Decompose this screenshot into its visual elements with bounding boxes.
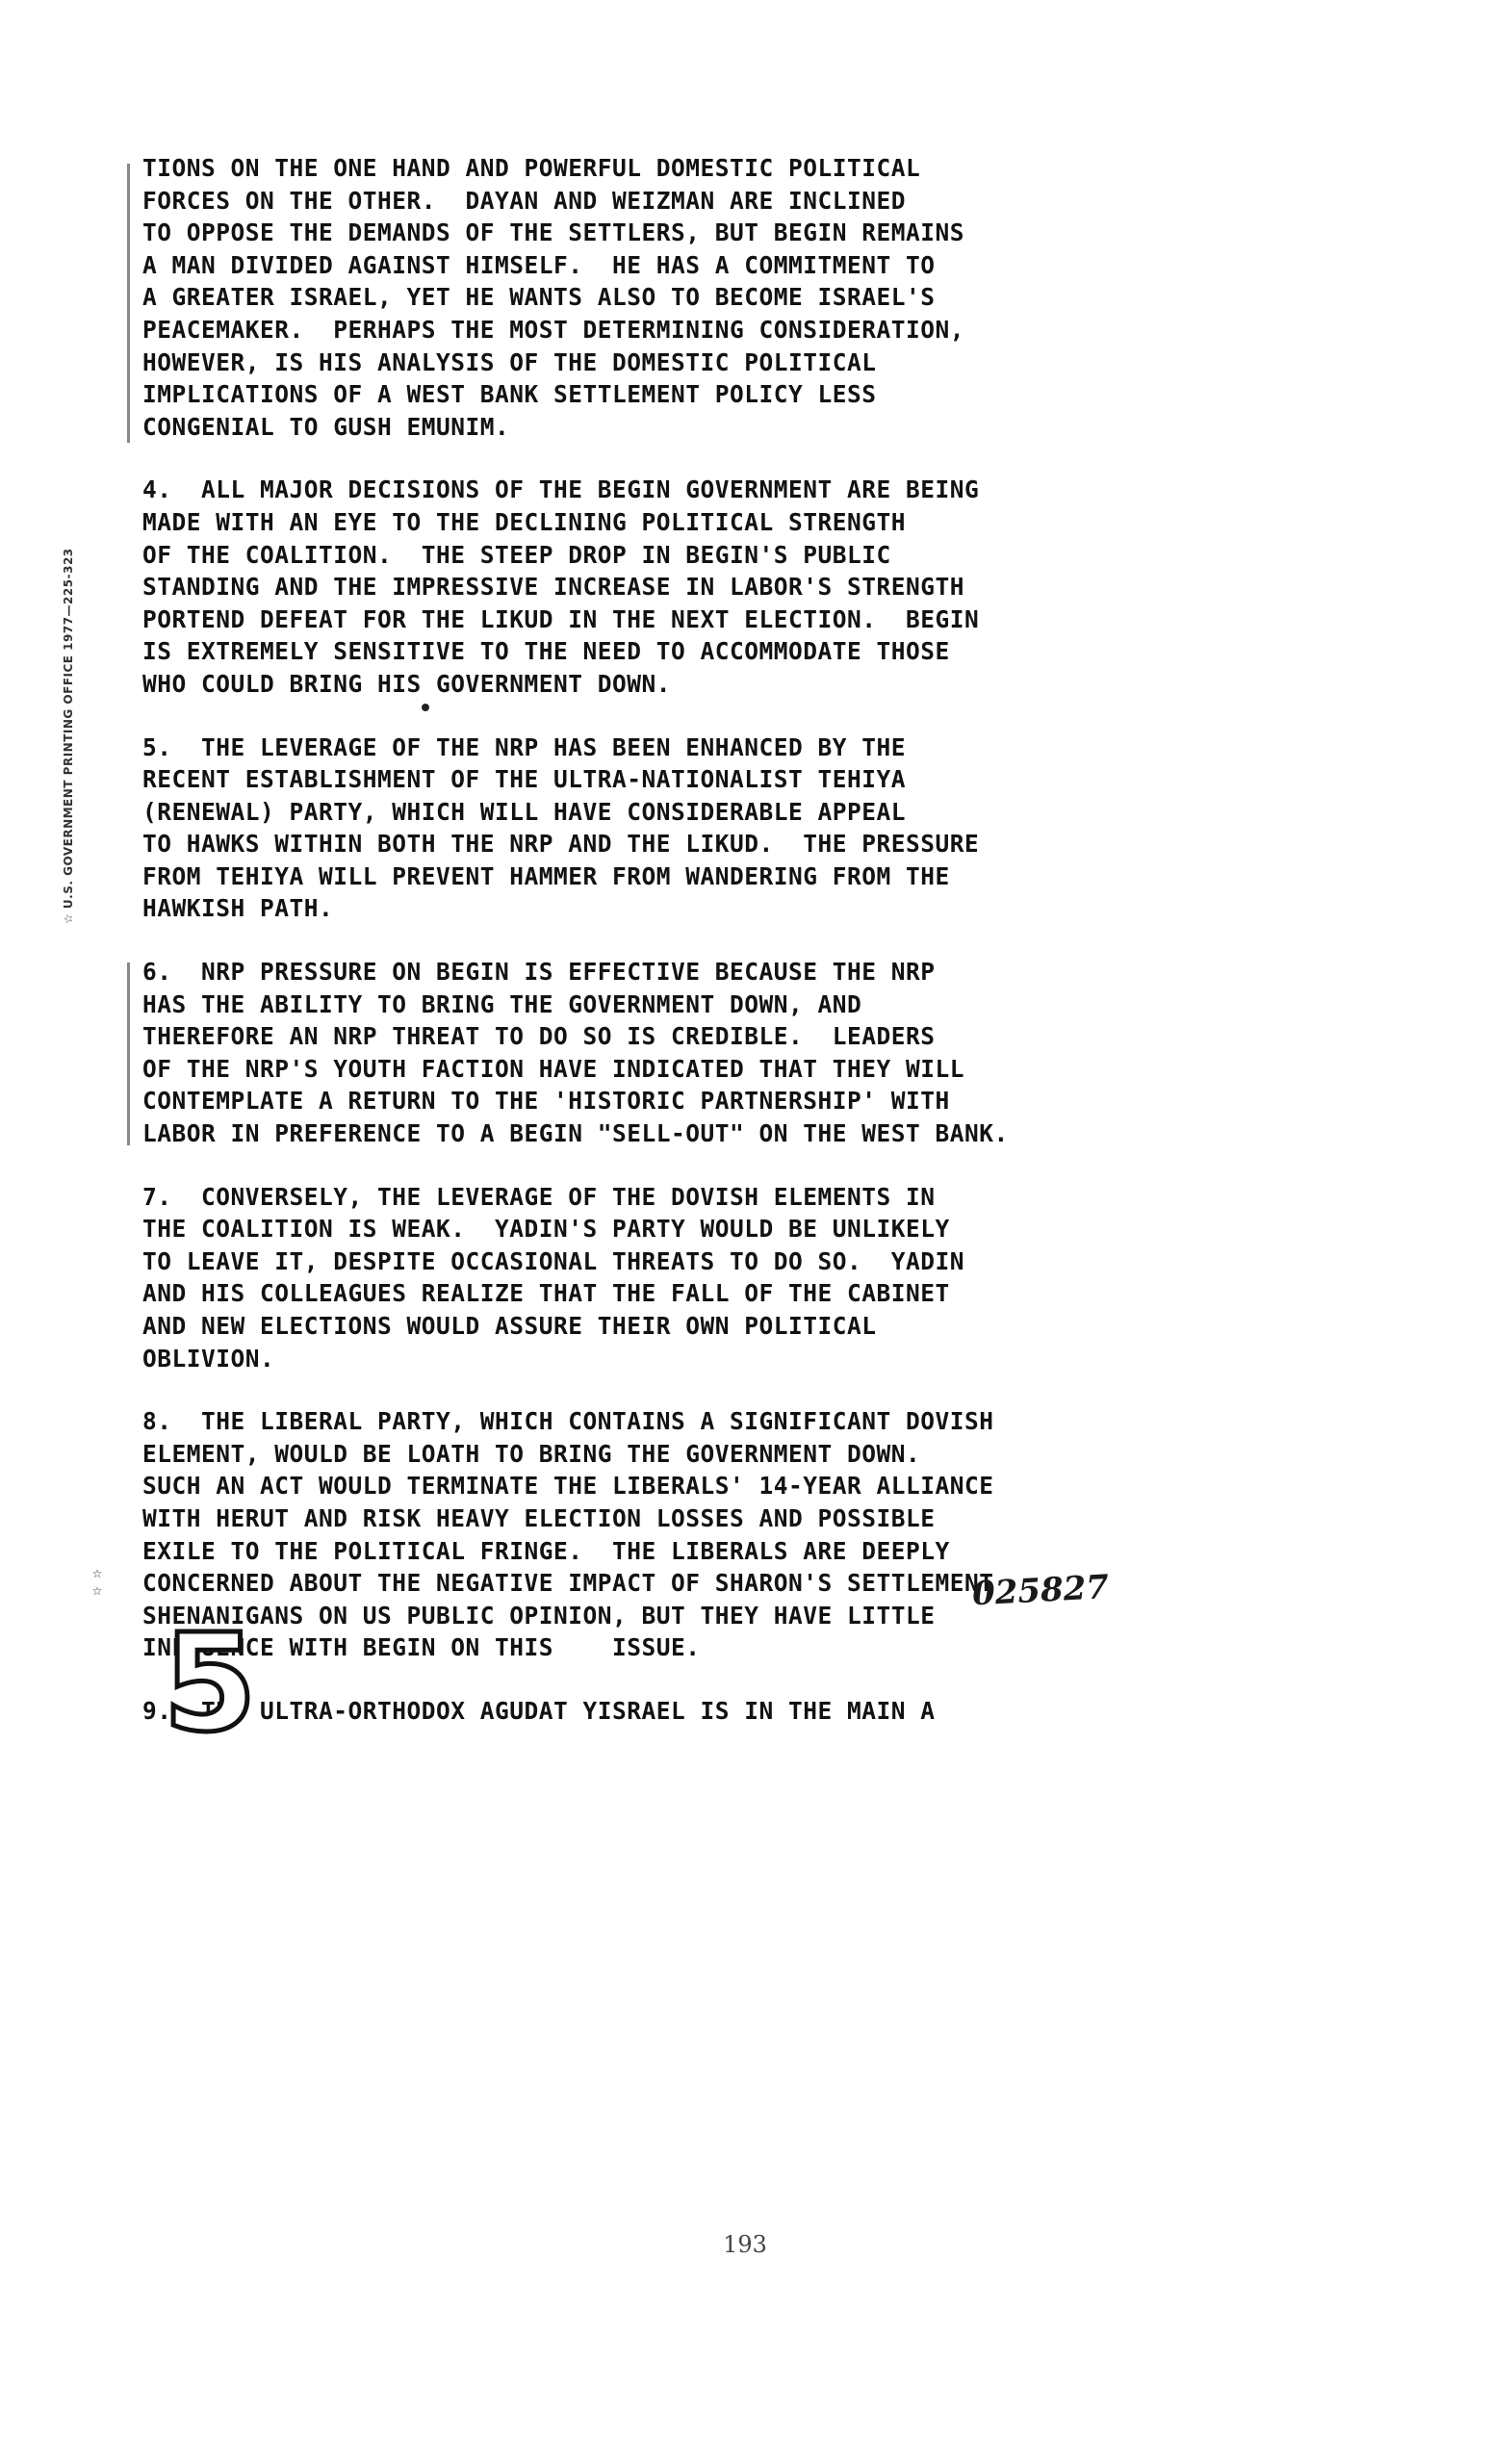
text-line: TO OPPOSE THE DEMANDS OF THE SETTLERS, BUT BEGIN REMAINS (142, 218, 965, 247)
text-line: PORTEND DEFEAT FOR THE LIKUD IN THE NEXT ELECTION. BEGIN (142, 604, 980, 633)
margin-rule (127, 962, 130, 1145)
text-line: ELEMENT, WOULD BE LOATH TO BRING THE GOVERNMENT DOWN. (142, 1439, 921, 1468)
text-line: TIONS ON THE ONE HAND AND POWERFUL DOMESTIC POLITICAL (142, 154, 921, 182)
text-line: AND NEW ELECTIONS WOULD ASSURE THEIR OWN POLITICAL (142, 1312, 877, 1340)
text-line: 9. THE ULTRA-ORTHODOX AGUDAT YISRAEL IS IN THE MAIN A (142, 1696, 936, 1725)
text-line: 8. THE LIBERAL PARTY, WHICH CONTAINS A SIGNIFICANT DOVISH (142, 1407, 994, 1436)
text-line: INFLUENCE WITH BEGIN ON THIS ISSUE. (142, 1633, 701, 1662)
paragraph-gap (142, 443, 1278, 474)
paragraph-p8 (142, 1405, 1278, 1664)
text-line: THEREFORE AN NRP THREAT TO DO SO IS CREDIBLE. LEADERS (142, 1022, 936, 1051)
page-stamp-number: 5 (163, 1605, 257, 1762)
text-line: HAWKISH PATH. (142, 894, 334, 923)
bullet-mark (422, 704, 429, 711)
text-line: OF THE NRP'S YOUTH FACTION HAVE INDICATED THAT THEY WILL (142, 1054, 965, 1083)
document-number-stamp: 025827 (971, 1568, 1110, 1614)
text-line: A GREATER ISRAEL, YET HE WANTS ALSO TO BECOME ISRAEL'S (142, 283, 936, 312)
text-line: HAS THE ABILITY TO BRING THE GOVERNMENT DOWN, AND (142, 989, 862, 1018)
text-line: AND HIS COLLEAGUES REALIZE THAT THE FALL OF THE CABINET (142, 1279, 950, 1308)
text-line: PEACEMAKER. PERHAPS THE MOST DETERMINING CONSIDERATION, (142, 315, 965, 344)
text-line: OBLIVION. (142, 1344, 275, 1373)
paragraph-gap (142, 1150, 1278, 1181)
text-line: 4. ALL MAJOR DECISIONS OF THE BEGIN GOVERNMENT ARE BEING (142, 475, 980, 504)
text-line: CONGENIAL TO GUSH EMUNIM. (142, 412, 510, 441)
text-line: CONTEMPLATE A RETURN TO THE 'HISTORIC PARTNERSHIP' WITH (142, 1087, 950, 1116)
text-line: THE COALITION IS WEAK. YADIN'S PARTY WOULD BE UNLIKELY (142, 1215, 950, 1244)
margin-mark: ☆ ☆ (90, 1567, 104, 1599)
text-line: SUCH AN ACT WOULD TERMINATE THE LIBERALS' 14-YEAR ALLIANCE (142, 1472, 994, 1501)
text-line: TO HAWKS WITHIN BOTH THE NRP AND THE LIKUD. THE PRESSURE (142, 830, 980, 859)
text-line: SHENANIGANS ON US PUBLIC OPINION, BUT THEY HAVE LITTLE (142, 1601, 936, 1630)
paragraph-p4 (142, 474, 1278, 700)
paragraph-gap (142, 701, 1278, 732)
paragraph-p7 (142, 1181, 1278, 1375)
text-line: A MAN DIVIDED AGAINST HIMSELF. HE HAS A COMMITMENT TO (142, 250, 936, 279)
text-line: CONCERNED ABOUT THE NEGATIVE IMPACT OF SHARON'S SETTLEMENT (142, 1569, 994, 1598)
text-line: 7. CONVERSELY, THE LEVERAGE OF THE DOVISH ELEMENTS IN (142, 1182, 936, 1211)
text-line: IS EXTREMELY SENSITIVE TO THE NEED TO ACCOMMODATE THOSE (142, 637, 950, 666)
text-line: HOWEVER, IS HIS ANALYSIS OF THE DOMESTIC POLITICAL (142, 347, 877, 376)
paragraph-p5 (142, 732, 1278, 926)
text-line: OF THE COALITION. THE STEEP DROP IN BEGIN'S PUBLIC (142, 540, 891, 569)
text-line: IMPLICATIONS OF A WEST BANK SETTLEMENT POLICY LESS (142, 380, 877, 409)
paragraph-gap (142, 1374, 1278, 1405)
text-line: MADE WITH AN EYE TO THE DECLINING POLITICAL STRENGTH (142, 507, 907, 536)
paragraph-gap (142, 1664, 1278, 1695)
margin-rule (127, 164, 130, 443)
page-number: 193 (723, 2231, 767, 2258)
paragraph-p6 (142, 956, 1278, 1150)
document-body (142, 152, 1278, 1728)
paragraph-p9 (142, 1695, 1278, 1728)
paragraph-gap (142, 925, 1278, 956)
text-line: FROM TEHIYA WILL PREVENT HAMMER FROM WANDERING FROM THE (142, 861, 950, 890)
paragraph-p-cont (142, 152, 1278, 443)
text-line: 6. NRP PRESSURE ON BEGIN IS EFFECTIVE BECAUSE THE NRP (142, 958, 936, 987)
text-line: TO LEAVE IT, DESPITE OCCASIONAL THREATS TO DO SO. YADIN (142, 1246, 965, 1275)
text-line: WHO COULD BRING HIS GOVERNMENT DOWN. (142, 669, 672, 698)
text-line: 5. THE LEVERAGE OF THE NRP HAS BEEN ENHANCED BY THE (142, 732, 907, 761)
text-line: WITH HERUT AND RISK HEAVY ELECTION LOSSES AND POSSIBLE (142, 1503, 936, 1532)
text-line: EXILE TO THE POLITICAL FRINGE. THE LIBERALS ARE DEEPLY (142, 1536, 950, 1565)
text-line: STANDING AND THE IMPRESSIVE INCREASE IN LABOR'S STRENGTH (142, 573, 965, 602)
printing-office-imprint: ☆ U.S. GOVERNMENT PRINTING OFFICE 1977—225-323 (62, 548, 75, 924)
text-line: LABOR IN PREFERENCE TO A BEGIN "SELL-OUT" ON THE WEST BANK. (142, 1119, 1009, 1148)
text-line: FORCES ON THE OTHER. DAYAN AND WEIZMAN ARE INCLINED (142, 186, 907, 215)
text-line: (RENEWAL) PARTY, WHICH WILL HAVE CONSIDERABLE APPEAL (142, 797, 907, 826)
text-line: RECENT ESTABLISHMENT OF THE ULTRA-NATIONALIST TEHIYA (142, 765, 907, 794)
